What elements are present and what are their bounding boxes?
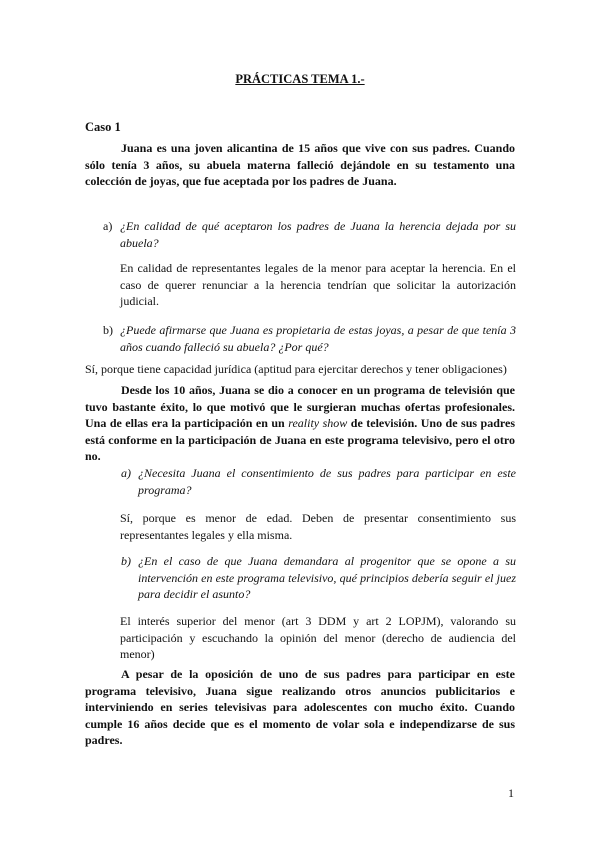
question-4 <box>121 553 516 603</box>
question-2 <box>103 322 516 355</box>
question-3-label: a) <box>121 466 131 480</box>
question-2-label: b) <box>103 323 113 337</box>
reality-show-term: reality show <box>288 416 348 430</box>
question-1-text: ¿En calidad de qué aceptaron los padres de Juana la herencia dejada por su abuela? <box>120 219 516 250</box>
question-3 <box>121 465 516 498</box>
paragraph-3: A pesar de la oposición de uno de sus padres para participar en este programa televisivo, Juana sigue realizando otros anuncios publicitarios e interviniendo en series televisivas para adolescentes con mucho éxito. Cuando cumple 16 años decide que es el momento de volar sola e independizarse de sus padres. <box>85 667 515 747</box>
intro-paragraph: Juana es una joven alicantina de 15 años que vive con sus padres. Cuando sólo tenía 3 años, su abuela materna falleció dejándole en su testamento una colección de joyas, que fue aceptada por los padres de Juana. <box>85 141 515 188</box>
paragraph-2: Desde los 10 años, Juana se dio a conocer en un programa de televisión que tuvo bastante éxito, lo que motivó que le surgieran muchas ofertas profesionales. Una de ellas era la participación en un reality show de televisión. Uno de sus padres está conforme en la participación de Juana en este programa televisivo, pero el otro no. <box>85 383 515 463</box>
question-2-text: ¿Puede afirmarse que Juana es propietaria de estas joyas, a pesar de que tenía 3 años cuando falleció su abuela? ¿Por qué? <box>120 323 516 354</box>
question-1-label: a) <box>103 219 113 233</box>
answer-1: En calidad de representantes legales de la menor para aceptar la herencia. En el caso de querer renunciar a la herencia tendrían que solicitar la autorización judicial. <box>120 261 516 308</box>
question-4-label: b) <box>121 554 131 568</box>
case-heading: Caso 1 <box>85 120 121 134</box>
page-number: 1 <box>508 786 514 800</box>
answer-2: Sí, porque tiene capacidad jurídica (aptitud para ejercitar derechos y tener obligaciones) <box>85 362 507 376</box>
question-1 <box>103 218 516 251</box>
page-title: PRÁCTICAS TEMA 1.- <box>235 72 365 86</box>
answer-3: Sí, porque es menor de edad. Deben de presentar consentimiento sus representantes legales y ella misma. <box>120 511 516 542</box>
question-3-text: ¿Necesita Juana el consentimiento de sus padres para participar en este programa? <box>138 466 516 497</box>
question-4-text: ¿En el caso de que Juana demandara al progenitor que se opone a su intervención en este programa televisivo, qué principios debería seguir el juez para decidir el asunto? <box>138 554 516 601</box>
answer-4: El interés superior del menor (art 3 DDM y art 2 LOPJM), valorando su participación y escuchando la opinión del menor (derecho de audiencia del menor) <box>120 614 516 661</box>
